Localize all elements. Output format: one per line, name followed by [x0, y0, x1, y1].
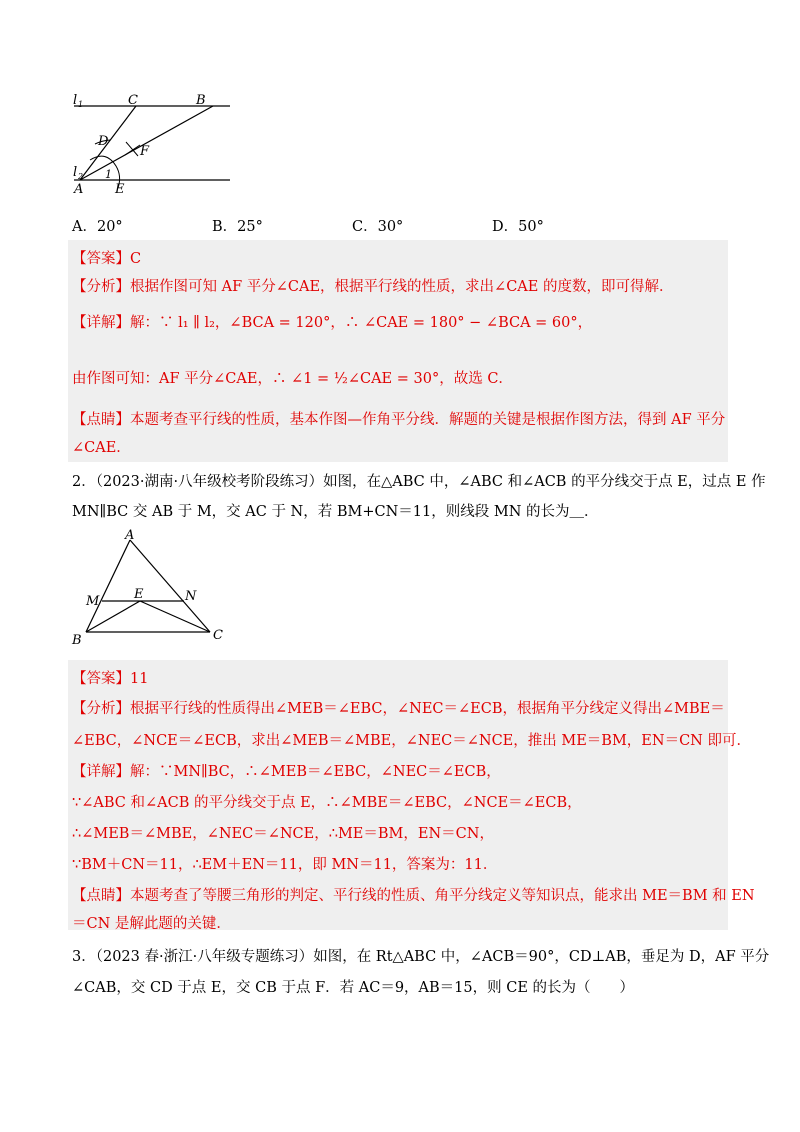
figure-1-parallel-lines: [70, 92, 240, 197]
label-F: F: [140, 144, 150, 159]
q2-answer: 【答案】11: [72, 671, 149, 687]
label-B: B: [72, 633, 82, 646]
q1-comment-1: 【点睛】本题考查平行线的性质，基本作图—作角平分线．解题的关键是根据作图方法，得到 AF 平分: [72, 412, 726, 428]
q2-analysis-2: ∠EBC，∠NCE＝∠ECB，求出∠MEB＝∠MBE，∠NEC＝∠NCE，推出 ME＝BM，EN＝CN 即可．: [72, 733, 751, 749]
label-one: 1: [105, 168, 112, 181]
choice-b: B．25°: [212, 219, 263, 235]
label-B: B: [196, 93, 206, 108]
label-l1: l: [73, 93, 78, 108]
q3-stem-2: ∠CAB，交 CD 于点 E，交 CB 于点 F．若 AC＝9，AB＝15，则 CE 的长为（ ）: [72, 980, 635, 996]
q3-stem-1: 3．（2023 春·浙江·八年级专题练习）如图，在 Rt△ABC 中，∠ACB＝90°，CD⊥AB，垂足为 D，AF 平分: [72, 949, 770, 965]
label-M: M: [86, 594, 100, 609]
q1-detail-2: 由作图可知：AF 平分∠CAE，∴ ∠1 = ½∠CAE = 30°，故选 C．: [72, 371, 513, 387]
q1-analysis: 【分析】根据作图可知 AF 平分∠CAE，根据平行线的性质，求出∠CAE 的度数，即可得解．: [72, 279, 674, 295]
label-l2-sub: 2: [78, 172, 84, 181]
label-C: C: [128, 93, 138, 108]
q2-stem-1: 2．（2023·湖南·八年级校考阶段练习）如图，在△ABC 中，∠ABC 和∠ACB 的平分线交于点 E，过点 E 作: [72, 474, 766, 490]
q1-detail-1: 【详解】解：∵ l₁ ∥ l₂，∠BCA = 120°，∴ ∠CAE = 180° − ∠BCA = 60°，: [72, 315, 593, 331]
q2-detail-1: 【详解】解：∵MN∥BC，∴∠MEB＝∠EBC，∠NEC＝∠ECB，: [72, 764, 501, 780]
figure-2-triangle: [68, 528, 238, 646]
label-E: E: [134, 587, 144, 602]
q2-comment-2: ＝CN 是解此题的关键．: [72, 916, 231, 932]
label-E: E: [115, 182, 125, 197]
q2-analysis-1: 【分析】根据平行线的性质得出∠MEB＝∠EBC，∠NEC＝∠ECB，根据角平分线定义得出∠MBE＝: [72, 701, 725, 717]
label-D: D: [98, 134, 109, 149]
label-l1-sub: 1: [78, 100, 84, 109]
label-A: A: [125, 528, 135, 543]
q2-detail-2: ∵∠ABC 和∠ACB 的平分线交于点 E，∴∠MBE＝∠EBC，∠NCE＝∠ECB，: [72, 795, 582, 811]
q2-comment-1: 【点睛】本题考查了等腰三角形的判定、平行线的性质、角平分线定义等知识点，能求出 ME＝BM 和 EN: [72, 888, 755, 904]
q1-answer: 【答案】C: [72, 251, 142, 267]
q2-detail-4: ∵BM＋CN＝11，∴EM＋EN＝11，即 MN＝11，答案为：11．: [72, 857, 498, 873]
label-C: C: [213, 628, 223, 643]
q2-stem-2: MN∥BC 交 AB 于 M，交 AC 于 N，若 BM+CN＝11，则线段 MN 的长为＿．: [72, 504, 599, 520]
q2-detail-3: ∴∠MEB＝∠MBE，∠NEC＝∠NCE，∴ME＝BM，EN＝CN，: [72, 826, 494, 842]
q1-comment-2: ∠CAE．: [72, 440, 131, 456]
choice-c: C．30°: [352, 219, 404, 235]
label-A: A: [74, 182, 84, 197]
label-l2: l: [73, 165, 78, 180]
choice-d: D．50°: [492, 219, 544, 235]
label-N: N: [185, 589, 197, 604]
choice-a: A．20°: [72, 219, 123, 235]
